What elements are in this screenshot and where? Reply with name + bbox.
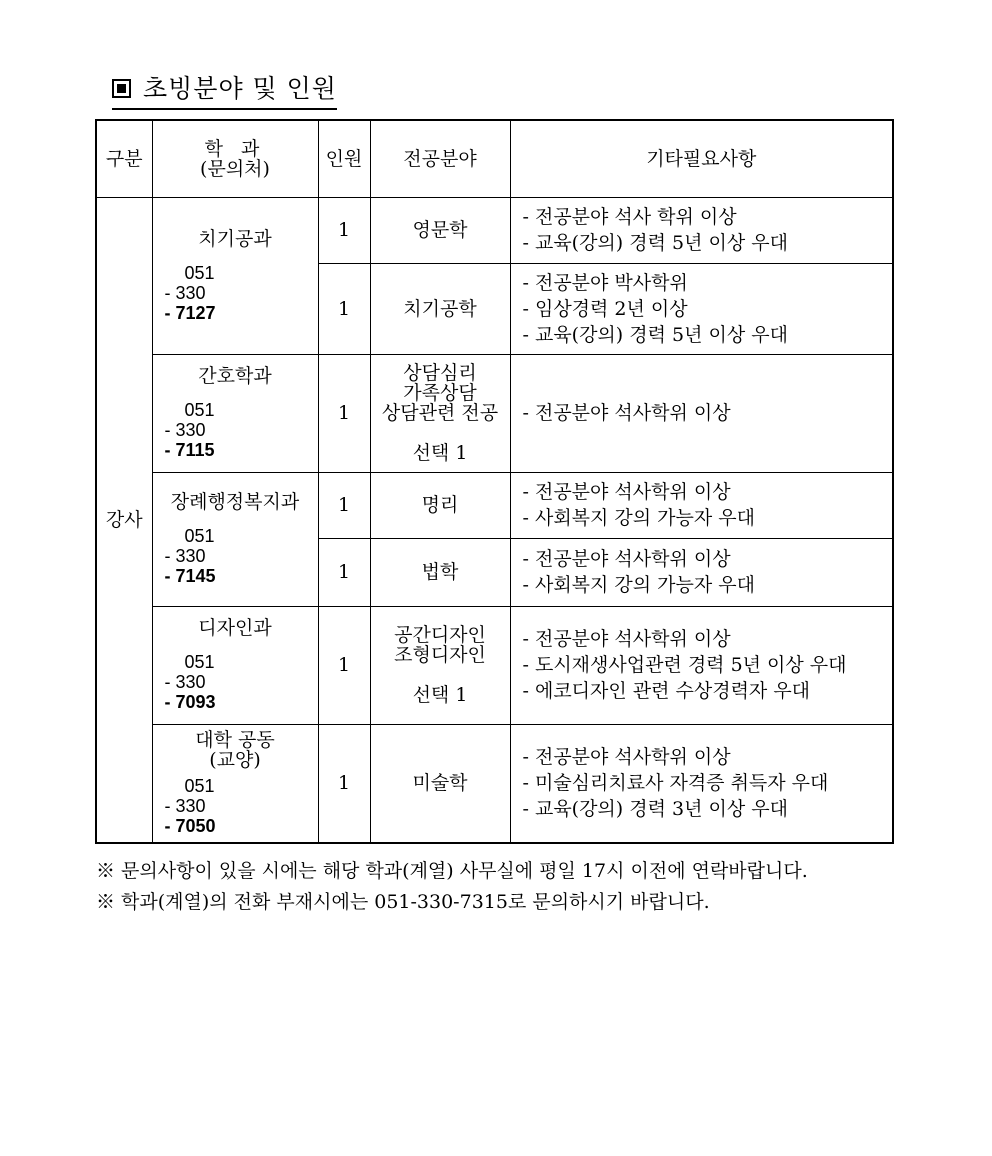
field-cell — [370, 724, 510, 843]
requirement-line: - 전공분야 석사 학위 이상 — [522, 206, 737, 228]
requirement-line: - 전공분야 석사학위 이상 — [522, 746, 731, 769]
header-field: 전공분야 — [370, 120, 510, 197]
field-line: 미술학 — [412, 772, 468, 795]
department-phone — [153, 776, 318, 836]
header-category: 구분 — [96, 120, 152, 197]
count-cell: 1 — [318, 606, 370, 724]
department-phone — [153, 526, 318, 586]
field-line — [371, 665, 510, 685]
table-row — [96, 724, 893, 843]
requirement-line: - 전공분야 석사학위 이상 — [522, 548, 731, 570]
department-phone — [153, 400, 318, 460]
header-row — [96, 120, 893, 197]
department-cell — [152, 606, 318, 724]
field-cell — [370, 354, 510, 472]
note-line: ※ 문의사항이 있을 시에는 해당 학과(계열) 사무실에 평일 17시 이전에 연락바랍니다. — [96, 860, 808, 882]
header-requirements: 기타필요사항 — [510, 120, 893, 197]
field-cell — [370, 197, 510, 263]
department-name-sub: (교양) — [209, 749, 261, 772]
field-line: 공간디자인 — [394, 624, 486, 646]
requirements-cell — [510, 472, 893, 538]
requirement-line: - 에코디자인 관련 수상경력자 우대 — [522, 680, 811, 702]
header-department: 학 과 (문의처) — [152, 120, 318, 197]
field-line: 상담관련 전공 — [381, 402, 499, 424]
field-line: 치기공학 — [403, 297, 477, 320]
count-cell: 1 — [318, 472, 370, 538]
table-row — [96, 354, 893, 472]
field-cell — [370, 606, 510, 724]
phone-part: - 7050 — [164, 816, 216, 837]
requirement-line: - 전공분야 석사학위 이상 — [522, 481, 731, 503]
count-cell: 1 — [318, 197, 370, 263]
requirement-line: - 전공분야 석사학위 이상 — [522, 402, 731, 424]
requirement-line: - 교육(강의) 경력 5년 이상 우대 — [522, 323, 788, 346]
category-cell: 강사 — [96, 197, 152, 843]
field-line — [371, 423, 510, 443]
phone-part: - 330 — [164, 546, 206, 566]
table-body — [96, 197, 893, 843]
field-cell — [370, 538, 510, 606]
square-bullet-icon — [112, 79, 131, 98]
department-cell — [152, 724, 318, 843]
field-cell — [370, 472, 510, 538]
phone-part: 051 — [184, 776, 215, 797]
department-phone — [153, 652, 318, 712]
phone-part: - 7093 — [164, 692, 216, 712]
requirements-cell — [510, 263, 893, 354]
requirement-line: - 사회복지 강의 가능자 우대 — [522, 507, 755, 529]
phone-part: - 330 — [164, 420, 206, 440]
department-name: 치기공과 — [198, 227, 272, 250]
department-name: 대학 공동 — [195, 729, 275, 752]
count-cell: 1 — [318, 724, 370, 843]
phone-part: 051 — [184, 652, 215, 672]
requirement-line: - 임상경력 2년 이상 — [522, 297, 688, 320]
table-row — [96, 472, 893, 538]
department-name: 간호학과 — [198, 365, 272, 387]
phone-part: 051 — [184, 526, 215, 546]
field-line: 조형디자인 — [394, 644, 486, 666]
field-line: 선택 1 — [412, 684, 468, 706]
header-count: 인원 — [318, 120, 370, 197]
department-name: 장례행정복지과 — [170, 491, 300, 513]
phone-part: - 330 — [164, 796, 206, 817]
requirement-line: - 교육(강의) 경력 3년 이상 우대 — [522, 798, 788, 821]
field-cell — [370, 263, 510, 354]
requirement-line: - 도시재생사업관련 경력 5년 이상 우대 — [522, 654, 847, 676]
recruitment-table — [95, 119, 894, 844]
note-line: ※ 학과(계열)의 전화 부재시에는 051-330-7315로 문의하시기 바랍니다. — [96, 891, 710, 913]
requirements-cell — [510, 538, 893, 606]
requirement-line: - 전공분야 박사학위 — [522, 271, 688, 294]
notes — [96, 856, 808, 918]
phone-part: - 330 — [164, 672, 206, 692]
section-title: 초빙분야 및 인원 — [112, 72, 337, 110]
field-line: 영문학 — [412, 219, 468, 241]
requirement-line: - 미술심리치료사 자격증 취득자 우대 — [522, 772, 829, 795]
requirement-line: - 교육(강의) 경력 5년 이상 우대 — [522, 232, 788, 254]
department-cell — [152, 197, 318, 354]
phone-part: 051 — [184, 262, 215, 283]
phone-part: - 7127 — [164, 302, 216, 323]
requirements-cell — [510, 606, 893, 724]
phone-part: - 7115 — [164, 440, 215, 460]
phone-part: 051 — [184, 400, 215, 420]
department-cell — [152, 354, 318, 472]
field-line: 법학 — [421, 561, 459, 583]
requirement-line: - 전공분야 석사학위 이상 — [522, 628, 731, 650]
field-line: 상담심리 — [403, 362, 477, 384]
table-row — [96, 197, 893, 263]
phone-part: - 7145 — [164, 566, 216, 586]
count-cell: 1 — [318, 354, 370, 472]
field-line: 가족상담 — [403, 382, 477, 404]
field-line: 선택 1 — [412, 442, 468, 464]
field-line: 명리 — [421, 494, 459, 516]
count-cell: 1 — [318, 263, 370, 354]
department-phone — [153, 263, 318, 323]
requirements-cell — [510, 724, 893, 843]
phone-part: - 330 — [164, 282, 206, 303]
requirements-cell — [510, 197, 893, 263]
requirements-cell — [510, 354, 893, 472]
department-name: 디자인과 — [198, 617, 272, 639]
count-cell: 1 — [318, 538, 370, 606]
department-cell — [152, 472, 318, 606]
table-row — [96, 606, 893, 724]
requirement-line: - 사회복지 강의 가능자 우대 — [522, 574, 755, 596]
